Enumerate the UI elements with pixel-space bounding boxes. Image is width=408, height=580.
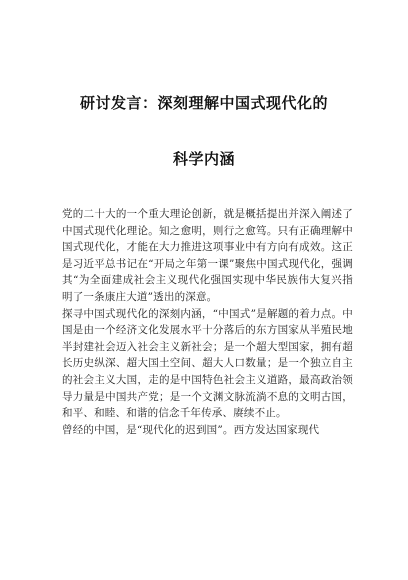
document-title: 研讨发言：深刻理解中国式现代化的 [79,94,328,112]
document-body [62,206,353,438]
document-title-continued: 科学内涵 [172,150,235,168]
paragraph: 党的二十大的一个重大理论创新，就是概括提出并深入阐述了中国式现代化理论。知之愈明，则行之愈笃。只有正确理解中国式现代化，才能在大力推进这项事业中有方向有成效。这正是习近平总书记在“开局之年第一课”聚焦中国式现代化，强调其“为全面建成社会主义现代化强国实现中华民族伟大复兴指明了一条康庄大道”透出的深意。 [62,208,353,303]
paragraph: 曾经的中国，是“现代化的迟到国”。西方发达国家现代 [62,423,320,436]
paragraph: 探寻中国式现代化的深刻内涵，“中国式”是解题的着力点。中国是由一个经济文化发展水平十分落后的东方国家从半殖民地半封建社会迈入社会主义新社会；是一个超大型国家，拥有超长历史纵深、超大国土空间、超大人口数量；是一个独立自主的社会主义大国，走的是中国特色社会主义道路，最高政治领导力量是中国共产党；是一个文渊文脉流淌不息的文明古国，和平、和睦、和谐的信念千年传承、赓续不止。 [62,307,353,420]
